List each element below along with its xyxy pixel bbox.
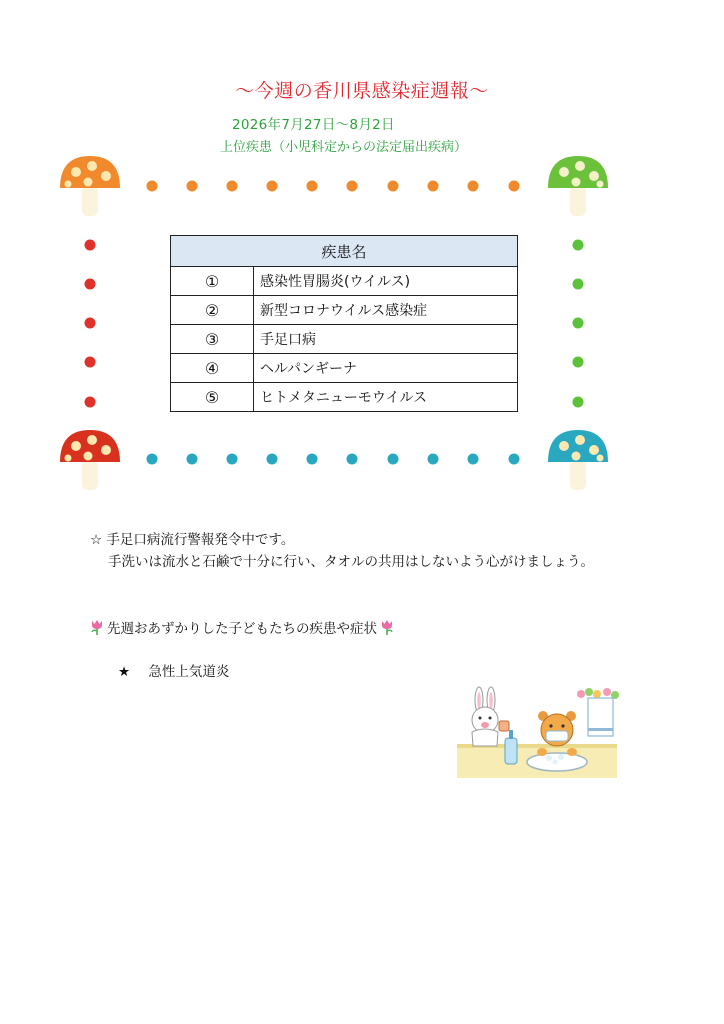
symptom-list-item xyxy=(118,660,229,680)
top-dots xyxy=(147,181,520,192)
handwashing-animals-illustration xyxy=(457,686,627,782)
notice-line-1: 手足口病流行警報発令中です。 xyxy=(106,532,295,548)
tulip-icon xyxy=(90,619,104,635)
date-range: 2026年7月27日～8月2日 xyxy=(232,117,395,133)
notice-line-2: 手洗いは流水と石鹸で十分に行い、タオルの共用はしないよう心がけましょう。 xyxy=(108,554,594,570)
table-row xyxy=(171,325,518,354)
notice-star-mark: ☆ xyxy=(90,532,103,548)
disease-name-cell: 新型コロナウイルス感染症 xyxy=(254,296,518,325)
item-star-mark: ★ xyxy=(118,664,131,680)
rank-cell: ④ xyxy=(171,354,254,383)
subtitle: 上位疾患（小児科定からの法定届出疾病） xyxy=(220,140,468,155)
rank-cell: ① xyxy=(171,267,254,296)
disease-name-cell: ヘルパンギーナ xyxy=(254,354,518,383)
red-mushroom-icon xyxy=(60,430,120,490)
table-row xyxy=(171,296,518,325)
item-text: 急性上気道炎 xyxy=(148,664,230,680)
right-dots xyxy=(573,240,584,408)
disease-name-cell: 感染性胃腸炎(ウイルス) xyxy=(254,267,518,296)
table-header: 疾患名 xyxy=(171,236,518,267)
green-mushroom-icon xyxy=(548,156,608,216)
table-row xyxy=(171,383,518,412)
orange-mushroom-icon xyxy=(60,156,120,216)
section-heading xyxy=(90,617,394,637)
disease-name-cell: ヒトメタニューモウイルス xyxy=(254,383,518,412)
bottom-dots xyxy=(147,454,520,465)
table-row xyxy=(171,354,518,383)
disease-name-cell: 手足口病 xyxy=(254,325,518,354)
rank-cell: ③ xyxy=(171,325,254,354)
rank-cell: ② xyxy=(171,296,254,325)
left-dots xyxy=(85,240,96,408)
disease-table xyxy=(170,235,518,412)
rank-cell: ⑤ xyxy=(171,383,254,412)
teal-mushroom-icon xyxy=(548,430,608,490)
notice-block xyxy=(90,529,594,573)
table-row xyxy=(171,267,518,296)
rabbit-character xyxy=(472,687,509,746)
page-title: ～今週の香川県感染症週報～ xyxy=(235,80,489,102)
tulip-icon xyxy=(380,619,394,635)
section-title: 先週おあずかりした子どもたちの疾患や症状 xyxy=(107,621,377,637)
